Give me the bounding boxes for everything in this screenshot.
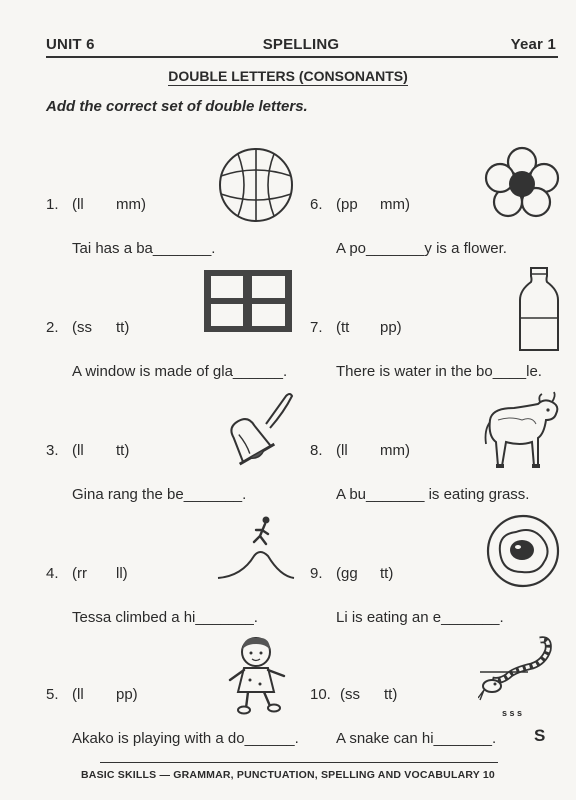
question-sentence[interactable]: Tai has a ba_______. — [72, 240, 216, 257]
worksheet-title: DOUBLE LETTERS (CONSONANTS) — [168, 68, 408, 84]
page-header — [46, 36, 556, 58]
option-1: (ll — [72, 686, 84, 703]
option-1: (rr — [72, 565, 87, 582]
hill-icon — [216, 512, 296, 582]
option-2: tt) — [116, 319, 130, 336]
question-sentence[interactable]: A snake can hi_______. — [336, 730, 497, 747]
egg-icon — [486, 514, 560, 588]
question-sentence[interactable]: A po_______y is a flower. — [336, 240, 507, 257]
option-1: (ss — [72, 319, 92, 336]
option-2: mm) — [380, 196, 410, 213]
option-1: (ll — [336, 442, 348, 459]
question-number: 4. — [46, 565, 59, 582]
question-sentence[interactable]: There is water in the bo____le. — [336, 363, 542, 380]
option-1: (tt — [336, 319, 350, 336]
unit-label: UNIT 6 — [46, 36, 95, 53]
option-2: pp) — [116, 686, 138, 703]
question-sentence[interactable]: Akako is playing with a do______. — [72, 730, 299, 747]
question-number: 7. — [310, 319, 323, 336]
option-1: (pp — [336, 196, 358, 213]
question-sentence[interactable]: A window is made of gla______. — [72, 363, 288, 380]
snake-icon — [478, 636, 558, 708]
page-footer: BASIC SKILLS — GRAMMAR, PUNCTUATION, SPELLING AND VOCABULARY 10 — [81, 769, 495, 781]
option-2: ll) — [116, 565, 128, 582]
question-number: 10. — [310, 686, 331, 703]
question-number: 5. — [46, 686, 59, 703]
question-number: 8. — [310, 442, 323, 459]
question-sentence[interactable]: A bu_______ is eating grass. — [336, 486, 530, 503]
bell-icon — [214, 390, 296, 472]
footer-rule — [100, 762, 498, 763]
option-1: (gg — [336, 565, 358, 582]
bottle-icon — [516, 266, 562, 354]
option-2: tt) — [116, 442, 130, 459]
hiss-small-text: s s s — [502, 708, 523, 718]
doll-icon — [226, 636, 294, 716]
option-2: tt) — [384, 686, 398, 703]
question-sentence[interactable]: Gina rang the be_______. — [72, 486, 247, 503]
instruction-text: Add the correct set of double letters. — [46, 98, 308, 115]
subject-label: SPELLING — [262, 36, 340, 53]
window-icon — [202, 268, 294, 334]
ball-icon — [216, 146, 296, 224]
question-number: 3. — [46, 442, 59, 459]
option-2: pp) — [380, 319, 402, 336]
question-number: 9. — [310, 565, 323, 582]
option-2: tt) — [380, 565, 394, 582]
option-1: (ll — [72, 196, 84, 213]
bull-icon — [480, 390, 562, 472]
hiss-large-text: S — [534, 726, 546, 745]
question-sentence[interactable]: Li is eating an e_______. — [336, 609, 504, 626]
option-2: mm) — [380, 442, 410, 459]
option-2: mm) — [116, 196, 146, 213]
question-number: 1. — [46, 196, 59, 213]
year-label: Year 1 — [510, 36, 556, 53]
flower-icon — [484, 146, 560, 220]
question-number: 6. — [310, 196, 323, 213]
option-1: (ll — [72, 442, 84, 459]
question-sentence[interactable]: Tessa climbed a hi_______. — [72, 609, 258, 626]
question-number: 2. — [46, 319, 59, 336]
header-rule — [46, 56, 558, 58]
option-1: (ss — [340, 686, 360, 703]
